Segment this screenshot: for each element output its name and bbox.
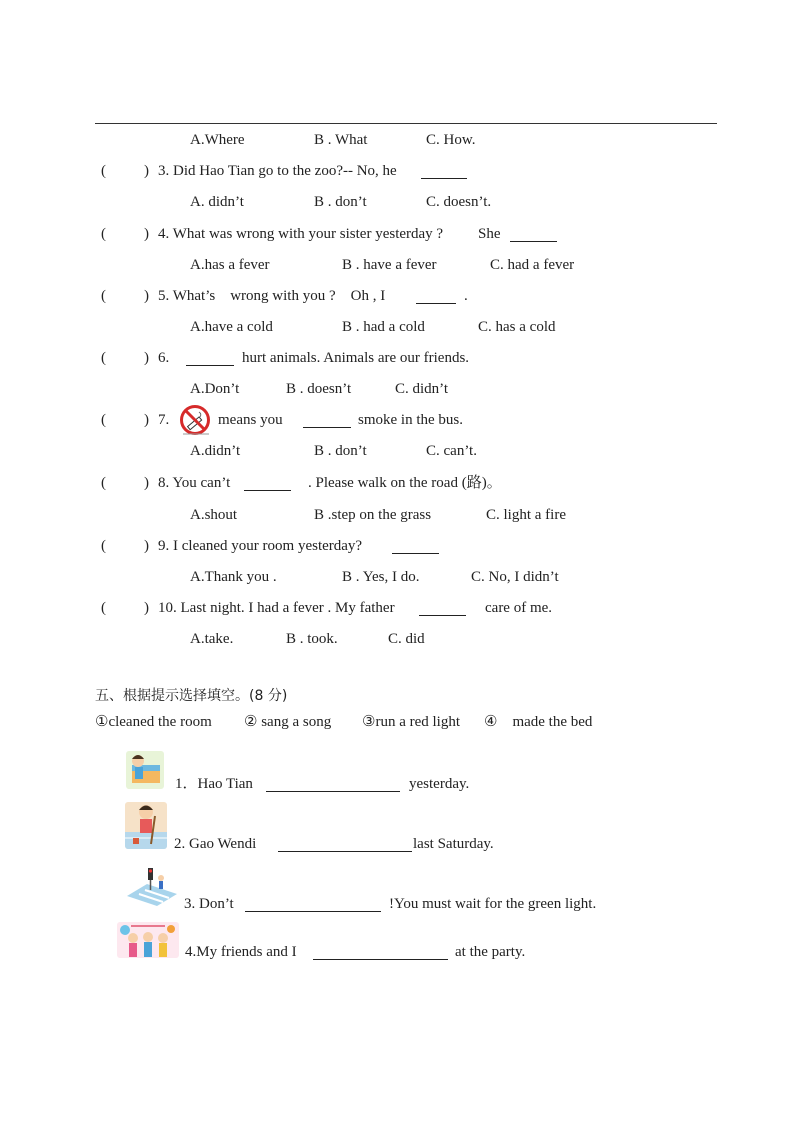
- item2-before: 2. Gao Wendi: [174, 836, 257, 852]
- q9-option-a: A.Thank you .: [190, 569, 277, 585]
- q5-period: .: [464, 288, 468, 304]
- q9-option-c: C. No, I didn’t: [471, 569, 559, 585]
- hint-1: ①cleaned the room: [95, 714, 212, 730]
- q7-means: means you: [218, 412, 283, 428]
- q8-after: . Please walk on the road (路)。: [308, 475, 502, 491]
- item2-after: last Saturday.: [413, 836, 494, 852]
- q9-blank: [392, 541, 439, 554]
- q10-answer-paren: (: [101, 600, 106, 616]
- q4-answer-paren-close: ): [144, 226, 149, 242]
- picture-cleaning-room: [125, 802, 167, 849]
- no-smoking-icon: [179, 404, 211, 436]
- item2-blank: [278, 839, 412, 852]
- q6-number: 6.: [158, 350, 170, 366]
- q10-option-b: B . took.: [286, 631, 338, 647]
- q10-option-c: C. did: [388, 631, 425, 647]
- q7-option-c: C. can’t.: [426, 443, 477, 459]
- q10-blank: [419, 603, 466, 616]
- q4-answer-paren: (: [101, 226, 106, 242]
- q4-question: 4. What was wrong with your sister yesterday ?: [158, 226, 444, 242]
- q5-option-b: B . had a cold: [342, 319, 425, 335]
- q2-option-b: B . What: [314, 132, 368, 148]
- item3-blank: [245, 899, 381, 912]
- q8-option-a: A.shout: [190, 507, 238, 523]
- item1-after: yesterday.: [409, 776, 470, 792]
- q5-option-a: A.have a cold: [190, 319, 273, 335]
- hint-3: ③run a red light: [362, 714, 461, 730]
- q6-blank: [186, 353, 234, 366]
- q8-blank: [244, 478, 291, 491]
- q3-answer-paren: (: [101, 163, 106, 179]
- q4-option-a: A.has a fever: [190, 257, 270, 273]
- q3-question: 3. Did Hao Tian go to the zoo?-- No, he: [158, 163, 397, 179]
- q3-option-b: B . don’t: [314, 194, 367, 210]
- q6-option-c: C. didn’t: [395, 381, 449, 397]
- q10-question: 10. Last night. I had a fever . My father: [158, 600, 395, 616]
- q8-option-b: B .step on the grass: [314, 507, 432, 523]
- q5-blank: [416, 291, 456, 304]
- q5-question: 5. What’s wrong with you ? Oh , I: [158, 288, 386, 304]
- q6-option-b: B . doesn’t: [286, 381, 352, 397]
- q7-option-b: B . don’t: [314, 443, 367, 459]
- q4-option-c: C. had a fever: [490, 257, 575, 273]
- q5-answer-paren: (: [101, 288, 106, 304]
- q9-option-b: B . Yes, I do.: [342, 569, 420, 585]
- q3-blank: [421, 166, 467, 179]
- q6-question: hurt animals. Animals are our friends.: [242, 350, 470, 366]
- item1-blank: [266, 779, 400, 792]
- item3-before: 3. Don’t: [184, 896, 234, 912]
- section5-title: 五、根据提示选择填空。(8 分): [95, 688, 288, 704]
- q8-answer-paren: (: [101, 475, 106, 491]
- q5-option-c: C. has a cold: [478, 319, 556, 335]
- item1-before: 1．Hao Tian: [175, 776, 253, 792]
- q4-blank: [510, 229, 557, 242]
- q9-answer-paren: (: [101, 538, 106, 554]
- q10-after: care of me.: [485, 600, 553, 616]
- q7-question: smoke in the bus.: [358, 412, 463, 428]
- q7-blank: [303, 415, 351, 428]
- q8-answer-paren-close: ): [144, 475, 149, 491]
- q3-answer-paren-close: ): [144, 163, 149, 179]
- q6-answer-paren-close: ): [144, 350, 149, 366]
- item3-after: !You must wait for the green light.: [389, 896, 597, 912]
- item4-after: at the party.: [455, 944, 526, 960]
- hint-4: ④ made the bed: [484, 714, 593, 730]
- q2-option-c: C. How.: [426, 132, 476, 148]
- q8-question: 8. You can’t: [158, 475, 231, 491]
- item4-before: 4.My friends and I: [185, 944, 297, 960]
- q6-option-a: A.Don’t: [190, 381, 240, 397]
- q7-number: 7.: [158, 412, 170, 428]
- q2-option-a: A.Where: [190, 132, 245, 148]
- q3-option-c: C. doesn’t.: [426, 194, 492, 210]
- picture-party: [117, 922, 179, 958]
- q8-option-c: C. light a fire: [486, 507, 566, 523]
- picture-red-light: [127, 866, 177, 906]
- q4-she: She: [478, 226, 501, 242]
- q10-option-a: A.take.: [190, 631, 234, 647]
- q7-answer-paren: (: [101, 412, 106, 428]
- q5-answer-paren-close: ): [144, 288, 149, 304]
- header-rule: [95, 123, 717, 124]
- item4-blank: [313, 947, 448, 960]
- q10-answer-paren-close: ): [144, 600, 149, 616]
- q7-answer-paren-close: ): [144, 412, 149, 428]
- q3-option-a: A. didn’t: [190, 194, 244, 210]
- q7-option-a: A.didn’t: [190, 443, 241, 459]
- q9-answer-paren-close: ): [144, 538, 149, 554]
- q6-answer-paren: (: [101, 350, 106, 366]
- picture-making-bed: [126, 751, 164, 789]
- hint-2: ② sang a song: [244, 714, 332, 730]
- q4-option-b: B . have a fever: [342, 257, 437, 273]
- q9-question: 9. I cleaned your room yesterday?: [158, 538, 363, 554]
